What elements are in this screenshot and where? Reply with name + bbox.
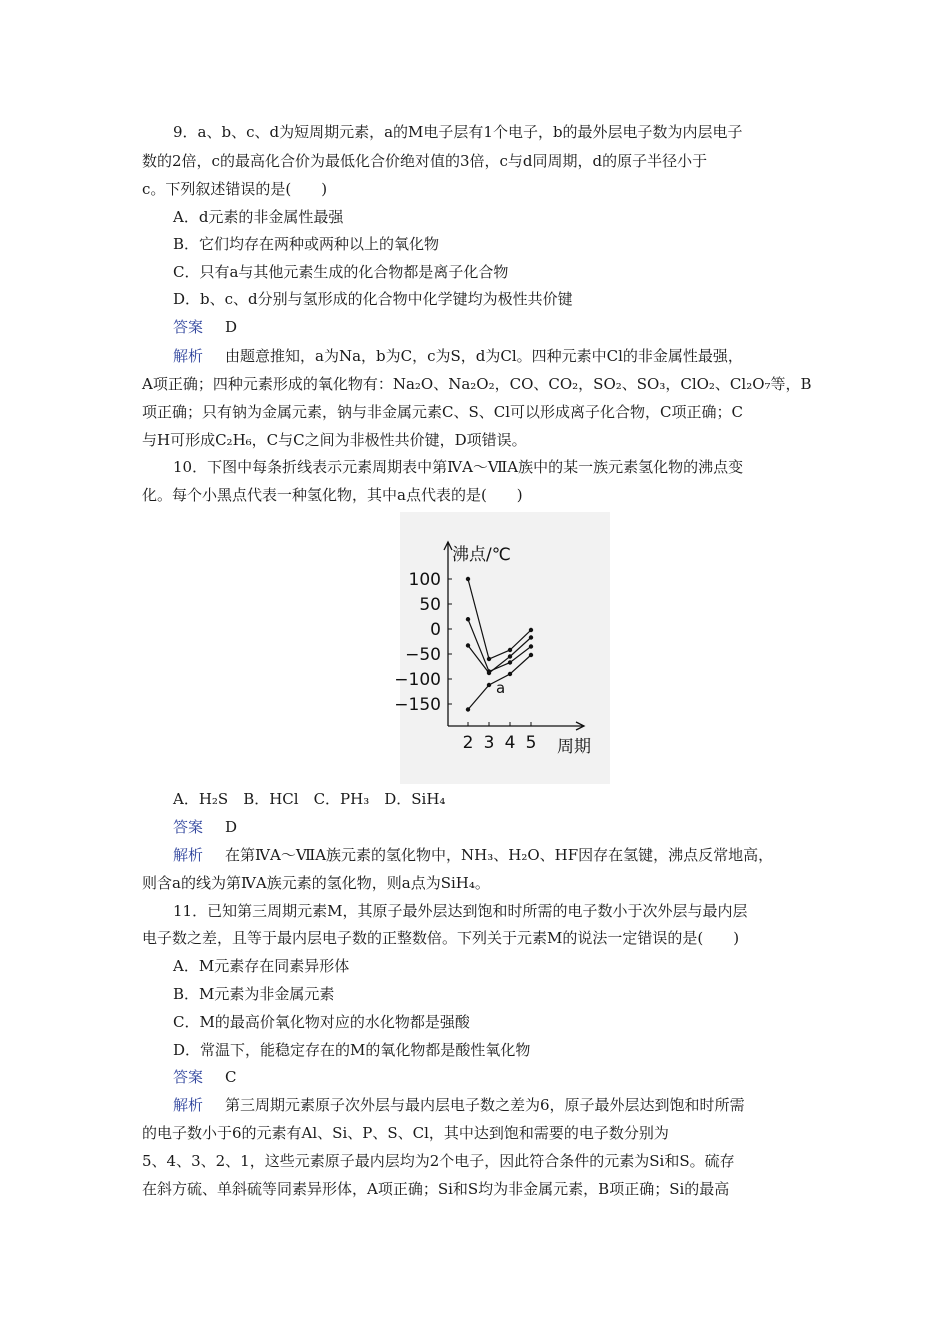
q9-option-a: A．d元素的非金属性最强 (173, 208, 344, 226)
q9-analysis-text-1: 由题意推知，a为Na，b为C，c为S，d为Cl。四种元素中Cl的非金属性最强， (225, 347, 743, 365)
q9-answer-line (173, 317, 237, 337)
q11-analysis-line-1 (173, 1095, 745, 1115)
q11-analysis-line-4: 在斜方硫、单斜硫等同素异形体，A项正确；Si和S均为非金属元素，B项正确；Si的最高 (142, 1180, 730, 1198)
data-point (529, 635, 533, 639)
q10-options: A．H₂S B．HCl C．PH₃ D．SiH₄ (173, 790, 446, 808)
data-point (487, 657, 491, 661)
x-axis-label: 周期 (557, 737, 591, 757)
data-point (466, 617, 470, 621)
analysis-label: 解析 (173, 846, 204, 864)
q9-answer-value: D (225, 318, 238, 336)
y-axis-label: 沸点/℃ (452, 545, 511, 565)
q10-analysis-line-1 (173, 845, 773, 865)
q9-option-b: B．它们均存在两种或两种以上的氧化物 (173, 235, 440, 253)
x-tick-label: 4 (504, 733, 516, 753)
data-point (466, 577, 470, 581)
data-point (487, 671, 491, 675)
q11-analysis-line-2: 的电子数小于6的元素有Al、Si、P、S、Cl，其中达到饱和需要的电子数分别为 (142, 1124, 669, 1142)
answer-label: 答案 (173, 1068, 204, 1086)
y-tick-label: −100 (394, 670, 441, 690)
chart-axes (444, 542, 584, 730)
data-point (508, 648, 512, 652)
x-tick-label: 5 (525, 733, 537, 753)
q9-analysis-line-4: 与H可形成C₂H₆，C与C之间为非极性共价键，D项错误。 (142, 431, 527, 449)
series-line-1 (468, 579, 531, 659)
q11-analysis-line-3: 5、4、3、2、1，这些元素原子最内层均为2个电子，因此符合条件的元素为Si和S。硫存 (142, 1152, 735, 1170)
data-point (508, 660, 512, 664)
chart-series (466, 577, 533, 712)
data-point (529, 653, 533, 657)
y-tick-label: 0 (430, 620, 441, 640)
q9-stem-line-2: 数的2倍，c的最高化合价为最低化合价绝对值的3倍，c与d同周期，d的原子半径小于 (142, 152, 708, 170)
y-tick-label: −150 (394, 695, 441, 715)
q11-option-a: A．M元素存在同素异形体 (173, 957, 350, 975)
q11-option-b: B．M元素为非金属元素 (173, 985, 335, 1003)
q9-option-c: C．只有a与其他元素生成的化合物都是离子化合物 (173, 263, 509, 281)
q9-analysis-line-3: 项正确；只有钠为金属元素，钠与非金属元素C、S、Cl可以形成离子化合物，C项正确；C (142, 403, 743, 421)
q10-analysis-text-1: 在第ⅣA～ⅦA族元素的氢化物中，NH₃、H₂O、HF因存在氢键，沸点反常地高， (225, 846, 774, 864)
q10-stem-line-2: 化。每个小黑点代表一种氢化物，其中a点代表的是( ) (142, 486, 523, 504)
y-tick-label: 50 (419, 595, 441, 615)
q11-analysis-text-1: 第三周期元素原子次外层与最内层电子数之差为6，原子最外层达到饱和时所需 (225, 1096, 745, 1114)
q10-stem-line-1: 10．下图中每条折线表示元素周期表中第ⅣA～ⅦA族中的某一族元素氢化物的沸点变 (173, 458, 744, 476)
analysis-label: 解析 (173, 1096, 204, 1114)
data-point (529, 644, 533, 648)
q9-analysis-line-2: A项正确；四种元素形成的氧化物有：Na₂O、Na₂O₂，CO、CO₂，SO₂、SO₃，ClO₂、Cl₂O₇等，B (142, 375, 812, 393)
y-tick-label: −50 (405, 645, 441, 665)
x-tick-label: 2 (462, 733, 474, 753)
data-point (529, 628, 533, 632)
q11-option-d: D．常温下，能稳定存在的M的氧化物都是酸性氧化物 (173, 1041, 531, 1059)
q11-answer-line (173, 1067, 237, 1087)
data-point (466, 707, 470, 711)
q9-stem-line-1: 9．a、b、c、d为短周期元素，a的M电子层有1个电子，b的最外层电子数为内层电子 (173, 123, 743, 141)
y-tick-label: 100 (408, 570, 441, 590)
q10-answer-value: D (225, 818, 238, 836)
q11-answer-value: C (225, 1068, 237, 1086)
data-point (508, 654, 512, 658)
q10-analysis-line-2: 则含a的线为第ⅣA族元素的氢化物，则a点为SiH₄。 (142, 874, 490, 892)
answer-label: 答案 (173, 318, 204, 336)
q11-stem-line-2: 电子数之差，且等于最内层电子数的正整数倍。下列关于元素M的说法一定错误的是( ) (142, 929, 740, 947)
q11-option-c: C．M的最高价氧化物对应的水化物都是强酸 (173, 1013, 470, 1031)
q10-answer-line (173, 817, 237, 837)
boiling-point-chart (394, 512, 610, 784)
data-point (466, 643, 470, 647)
data-point (508, 672, 512, 676)
data-point (487, 683, 491, 687)
q9-analysis-line-1 (173, 346, 743, 366)
q9-option-d: D．b、c、d分别与氢形成的化合物中化学键均为极性共价键 (173, 290, 573, 308)
q11-stem-line-1: 11．已知第三周期元素M，其原子最外层达到饱和时所需的电子数小于次外层与最内层 (173, 902, 748, 920)
x-tick-label: 3 (483, 733, 495, 753)
analysis-label: 解析 (173, 347, 204, 365)
point-a-label: a (496, 679, 506, 697)
q9-stem-line-3: c。下列叙述错误的是( ) (142, 180, 328, 198)
answer-label: 答案 (173, 818, 204, 836)
chart-svg (394, 512, 610, 784)
